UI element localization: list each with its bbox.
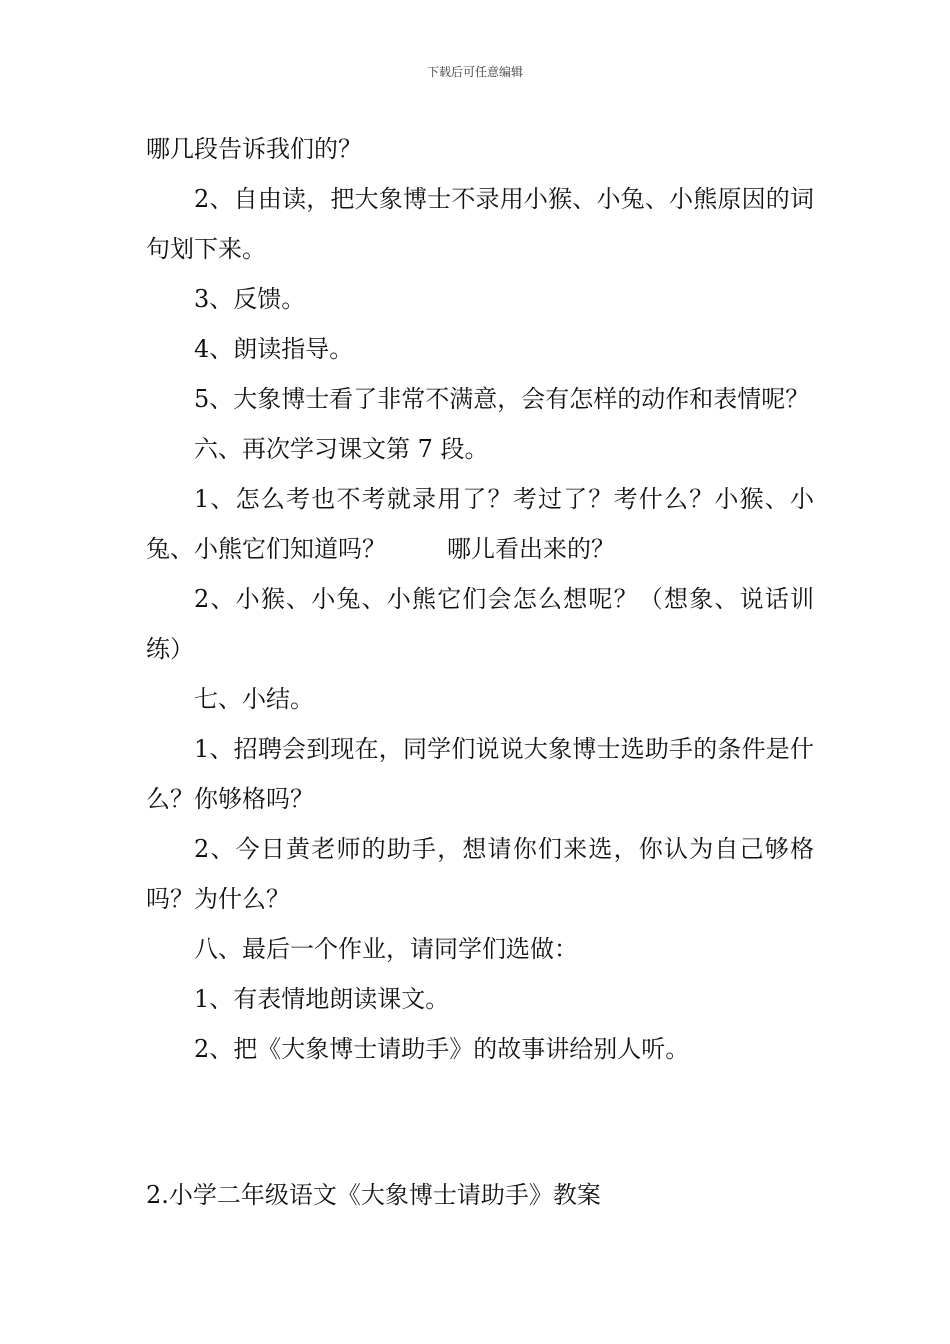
page-header: 下载后可任意编辑 [426, 65, 523, 79]
paragraph-heading: 七、小结。 [194, 685, 314, 713]
paragraph-item: 2、今日黄老师的助手，想请你们来选，你认为自己够格吗？为什么？ [146, 835, 814, 913]
paragraph-item: 4、朗读指导。 [194, 335, 354, 363]
paragraph-heading: 八、最后一个作业，请同学们选做： [194, 935, 578, 963]
document-body [146, 124, 814, 1074]
paragraph-heading: 六、再次学习课文第 7 段。 [194, 435, 489, 463]
paragraph-item: 1、怎么考也不考就录用了？考过了？考什么？小猴、小兔、小熊它们知道吗？ 哪儿看出来的？ [146, 485, 814, 563]
paragraph-item: 5、大象博士看了非常不满意，会有怎样的动作和表情呢？ [194, 385, 810, 413]
paragraph-continuation: 哪几段告诉我们的？ [146, 135, 362, 163]
paragraph-item: 1、有表情地朗读课文。 [194, 985, 450, 1013]
paragraph-item: 1、招聘会到现在，同学们说说大象博士选助手的条件是什么？你够格吗？ [146, 735, 814, 813]
paragraph-item: 2、自由读，把大象博士不录用小猴、小兔、小熊原因的词句划下来。 [146, 185, 814, 263]
paragraph-item: 2、小猴、小兔、小熊它们会怎么想呢？（想象、说话训练） [146, 585, 814, 663]
paragraph-item: 3、反馈。 [194, 285, 306, 313]
paragraph-item: 2、把《大象博士请助手》的故事讲给别人听。 [194, 1035, 690, 1063]
section-title: 2.小学二年级语文《大象博士请助手》教案 [146, 1181, 601, 1209]
